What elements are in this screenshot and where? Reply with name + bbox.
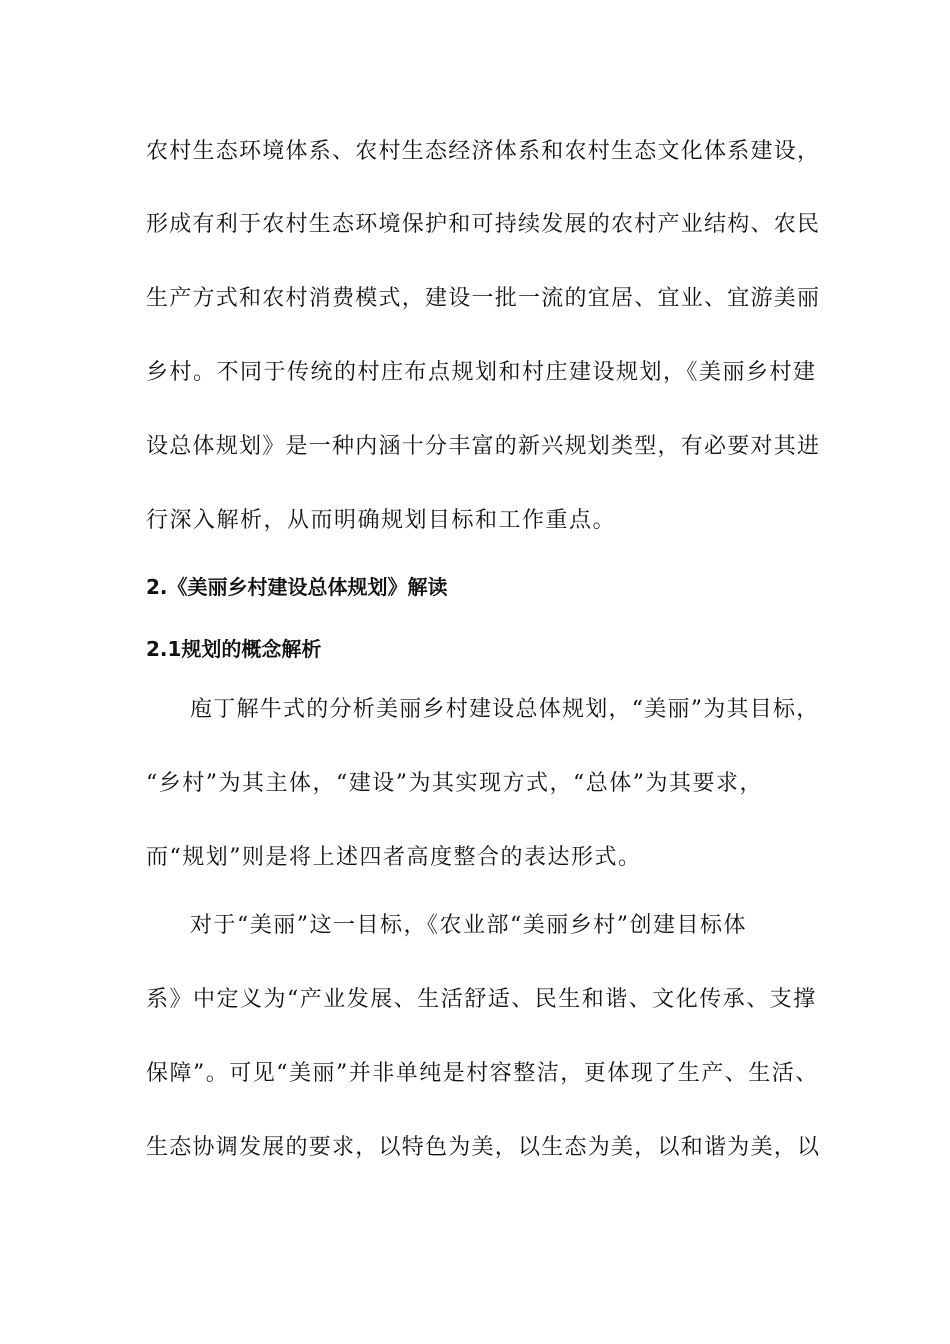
paragraph-2-line-1: 庖丁解牛式的分析美丽乡村建设总体规划，“美丽”为其目标， bbox=[190, 697, 820, 722]
paragraph-3-line-4: 生态协调发展的要求，以特色为美，以生态为美，以和谐为美，以 bbox=[146, 1135, 821, 1160]
paragraph-2-line-3: 而“规划”则是将上述四者高度整合的表达形式。 bbox=[146, 845, 642, 870]
paragraph-1-line-5: 设总体规划》是一种内涵十分丰富的新兴规划类型，有必要对其进 bbox=[146, 434, 821, 459]
paragraph-2-line-2: “乡村”为其主体，“建设”为其实现方式，“总体”为其要求， bbox=[146, 771, 763, 796]
paragraph-1-line-3: 生产方式和农村消费模式，建设一批一流的宜居、宜业、宜游美丽 bbox=[146, 286, 821, 311]
paragraph-1-line-6: 行深入解析，从而明确规划目标和工作重点。 bbox=[146, 508, 617, 533]
paragraph-1-line-4: 乡村。不同于传统的村庄布点规划和村庄建设规划，《美丽乡村建 bbox=[146, 360, 817, 385]
paragraph-1-line-1: 农村生态环境体系、农村生态经济体系和农村生态文化体系建设， bbox=[146, 139, 821, 164]
paragraph-3-line-3: 保障”。可见“美丽”并非单纯是村容整洁，更体现了生产、生活、 bbox=[146, 1061, 819, 1086]
paragraph-1-line-2: 形成有利于农村生态环境保护和可持续发展的农村产业结构、农民 bbox=[146, 212, 821, 237]
section-heading: 2.《美丽乡村建设总体规划》解读 bbox=[146, 575, 448, 599]
paragraph-3-line-2: 系》中定义为“产业发展、生活舒适、民生和谐、文化传承、支撑 bbox=[146, 987, 817, 1012]
subsection-heading: 2.1规划的概念解析 bbox=[146, 637, 322, 661]
paragraph-3-line-1: 对于“美丽”这一目标，《农业部“美丽乡村”创建目标体 bbox=[190, 913, 747, 938]
